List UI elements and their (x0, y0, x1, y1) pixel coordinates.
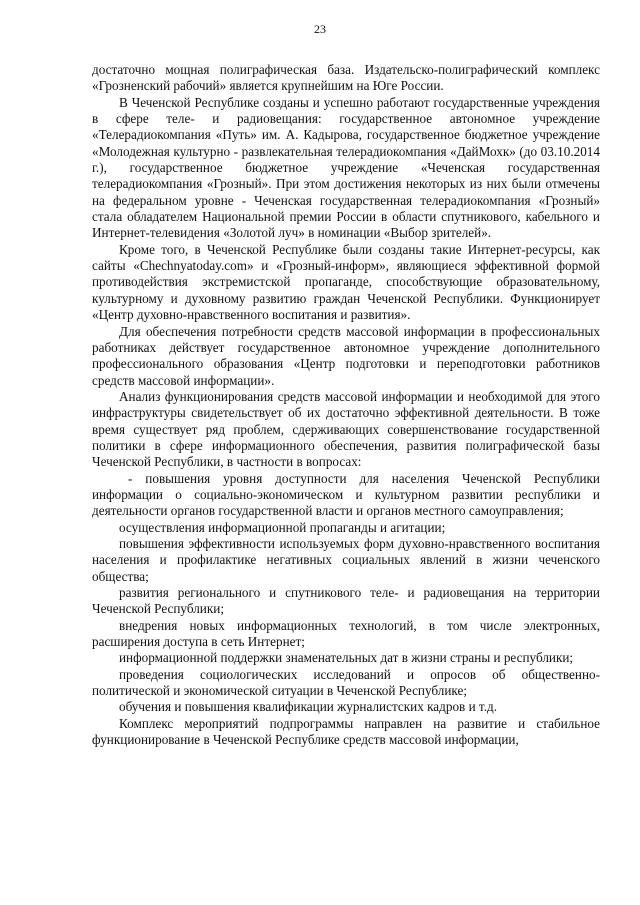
paragraph: информационной поддержки знаменательных дат в жизни страны и республики; (119, 650, 574, 666)
paragraph: Кроме того, в Чеченской Республике были созданы такие Интернет-ресурсы, как сайты «Chechnyatoday.com» и «Грозный-информ», являющиеся эффективной формой противодействия экстремистской пропаганде, способствующие образовательному, культурному и духовному развитию граждан Чеченской Республики. Функционирует «Центр духовно-нравственного воспитания и развития». (92, 241, 600, 323)
page-number: 23 (314, 22, 326, 36)
paragraph: Комплекс мероприятий подпрограммы направлен на развитие и стабильное функционирование в Чеченской Республике средств массовой информации, (92, 715, 600, 748)
paragraph: - повышения уровня доступности для населения Чеченской Республики информации о социально-экономическом и культурном развитии республики и деятельности органов государственной власти и органов местного самоуправления; (92, 470, 600, 519)
paragraph: внедрения новых информационных технологий, в том числе электронных, расширения доступа в сеть Интернет; (92, 617, 600, 650)
paragraph: В Чеченской Республике созданы и успешно работают государственные учреждения в сфере теле- и радиовещания: государственное автономное учреждение «Телерадиокомпания «Путь» им. А. Кадырова, государственное бюджетное учреждение «Молодежная культурно - развлекательная телерадиокомпания «ДайМохк» (до 03.10.2014 г.), государственное бюджетное учреждение «Чеченская государственная телерадиокомпания «Грозный». При этом достижения некоторых из них были отмечены на федеральном уровне - Чеченская государственная телерадиокомпания «Грозный» стала обладателем Национальной премии России в области спутникового, кабельного и Интернет-телевидения «Золотой луч» в номинации «Выбор зрителей». (92, 94, 600, 241)
paragraph: проведения социологических исследований и опросов об общественно-политической и экономической ситуации в Чеченской Республике; (92, 666, 600, 699)
paragraph: повышения эффективности используемых форм духовно-нравственного воспитания населения и профилактике негативных социальных явлений в жизни чеченского общества; (92, 535, 600, 584)
paragraph: развития регионального и спутникового теле- и радиовещания на территории Чеченской Республики; (92, 585, 600, 617)
paragraph: осуществления информационной пропаганды и агитации; (119, 519, 446, 535)
paragraph: достаточно мощная полиграфическая база. Издательско-полиграфический комплекс «Грозненский рабочий» является крупнейшим на Юге России. (92, 62, 600, 94)
paragraph: обучения и повышения квалификации журналистских кадров и т.д. (119, 699, 497, 715)
paragraph: Анализ функционирования средств массовой информации и необходимой для этого инфраструктуры свидетельствует об их достаточно эффективной деятельности. В тоже время существует ряд проблем, сдерживающих совершенствование государственной политики в сфере информационного обеспечения, развития полиграфической базы Чеченской Республики, в частности в вопросах: (92, 388, 600, 470)
body-text (92, 62, 600, 748)
paragraph: Для обеспечения потребности средств массовой информации в профессиональных работниках действует государственное автономное учреждение дополнительного профессионального образования «Центр подготовки и переподготовки работников средств массовой информации». (92, 323, 600, 388)
